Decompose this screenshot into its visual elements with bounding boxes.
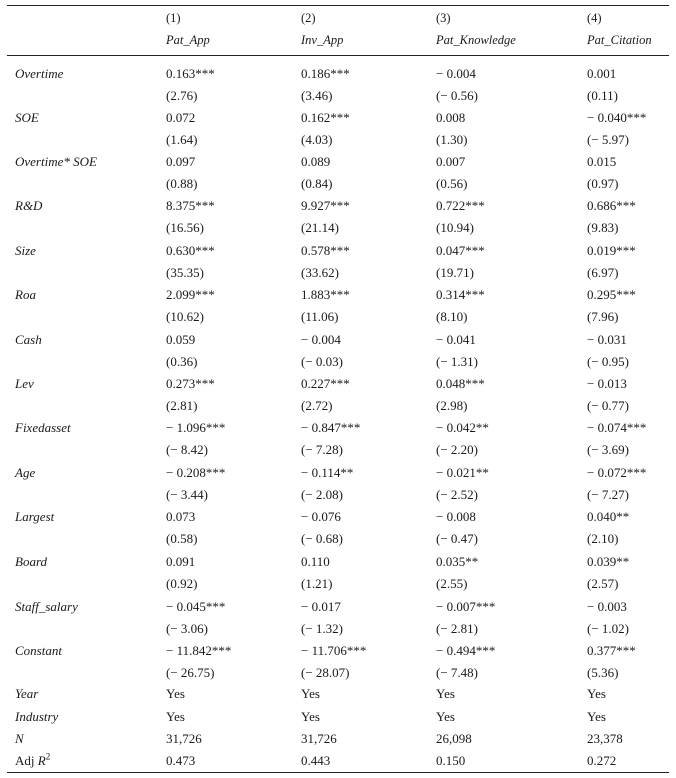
column-3-name: Pat_Knowledge [436, 33, 516, 47]
coef-cell: 0.059 [166, 332, 196, 347]
tstat-cell: (2.10) [587, 531, 619, 546]
tstat-cell: (0.56) [436, 176, 468, 191]
tstat-cell: (− 5.97) [587, 132, 629, 147]
column-4-name: Pat_Citation [587, 33, 652, 47]
row-label-constant: Constant [15, 643, 62, 658]
coef-cell: − 0.013 [587, 376, 627, 391]
footer-cell: Yes [166, 709, 185, 724]
coef-cell: − 0.076 [301, 509, 341, 524]
coef-cell: − 0.008 [436, 509, 476, 524]
table-bottom-rule [7, 772, 669, 773]
row-label-roa: Roa [15, 287, 36, 302]
coef-cell: 0.686*** [587, 198, 636, 213]
coef-cell: 0.040** [587, 509, 630, 524]
coef-cell: − 0.003 [587, 599, 627, 614]
coef-cell: − 0.494*** [436, 643, 496, 658]
tstat-cell: (− 7.48) [436, 665, 478, 680]
tstat-cell: (− 26.75) [166, 665, 215, 680]
column-1-number: (1) [166, 11, 181, 25]
column-2-number: (2) [301, 11, 316, 25]
row-label-overtime-soe: Overtime* SOE [15, 154, 97, 169]
coef-cell: − 0.004 [301, 332, 341, 347]
coef-cell: − 11.706*** [301, 643, 367, 658]
coef-cell: 0.273*** [166, 376, 215, 391]
tstat-cell: (8.10) [436, 309, 468, 324]
footer-cell: 31,726 [301, 731, 337, 746]
coef-cell: 0.007 [436, 154, 466, 169]
footer-cell: Yes [436, 709, 455, 724]
tstat-cell: (4.03) [301, 132, 333, 147]
coef-cell: − 0.045*** [166, 599, 226, 614]
row-label-lev: Lev [15, 376, 34, 391]
row-label-n: N [15, 731, 24, 746]
row-label-fixedasset: Fixedasset [15, 420, 71, 435]
coef-cell: − 0.042** [436, 420, 489, 435]
coef-cell: − 0.007*** [436, 599, 496, 614]
coef-cell: 0.722*** [436, 198, 485, 213]
row-label-rd: R&D [15, 198, 43, 213]
tstat-cell: (0.92) [166, 576, 198, 591]
footer-cell: Yes [436, 686, 455, 701]
coef-cell: − 1.096*** [166, 420, 226, 435]
tstat-cell: (7.96) [587, 309, 619, 324]
coef-cell: 0.630*** [166, 243, 215, 258]
coef-cell: 0.073 [166, 509, 196, 524]
coef-cell: 0.091 [166, 554, 196, 569]
coef-cell: 0.048*** [436, 376, 485, 391]
tstat-cell: (1.64) [166, 132, 198, 147]
row-label-year: Year [15, 686, 39, 701]
tstat-cell: (2.55) [436, 576, 468, 591]
row-label-size: Size [15, 243, 36, 258]
coef-cell: 0.097 [166, 154, 196, 169]
tstat-cell: (0.84) [301, 176, 333, 191]
coef-cell: 2.099*** [166, 287, 215, 302]
tstat-cell: (35.35) [166, 265, 204, 280]
tstat-cell: (2.81) [166, 398, 198, 413]
coef-cell: − 0.114** [301, 465, 354, 480]
footer-cell: Yes [587, 686, 606, 701]
coef-cell: − 0.208*** [166, 465, 226, 480]
column-4-number: (4) [587, 11, 602, 25]
tstat-cell: (19.71) [436, 265, 474, 280]
coef-cell: 0.110 [301, 554, 330, 569]
coef-cell: 0.008 [436, 110, 466, 125]
tstat-cell: (5.36) [587, 665, 619, 680]
coef-cell: 0.015 [587, 154, 617, 169]
coef-cell: 0.035** [436, 554, 479, 569]
adj-r2-symbol: R [37, 753, 46, 768]
tstat-cell: (3.46) [301, 88, 333, 103]
adj-r2-prefix: Adj [15, 753, 38, 768]
coef-cell: 0.163*** [166, 66, 215, 81]
column-2-name: Inv_App [301, 33, 344, 47]
tstat-cell: (33.62) [301, 265, 339, 280]
tstat-cell: (1.21) [301, 576, 333, 591]
tstat-cell: (− 2.08) [301, 487, 343, 502]
tstat-cell: (− 3.44) [166, 487, 208, 502]
tstat-cell: (− 3.06) [166, 621, 208, 636]
row-label-soe: SOE [15, 110, 39, 125]
footer-cell: Yes [301, 709, 320, 724]
row-label-board: Board [15, 554, 48, 569]
tstat-cell: (0.58) [166, 531, 198, 546]
footer-cell: 0.443 [301, 753, 331, 768]
tstat-cell: (− 0.47) [436, 531, 478, 546]
tstat-cell: (− 2.20) [436, 442, 478, 457]
tstat-cell: (− 1.02) [587, 621, 629, 636]
tstat-cell: (− 0.56) [436, 88, 478, 103]
tstat-cell: (2.72) [301, 398, 333, 413]
tstat-cell: (2.98) [436, 398, 468, 413]
tstat-cell: (0.11) [587, 88, 618, 103]
coef-cell: − 0.074*** [587, 420, 647, 435]
tstat-cell: (10.94) [436, 220, 474, 235]
coef-cell: 0.295*** [587, 287, 636, 302]
tstat-cell: (− 1.31) [436, 354, 478, 369]
tstat-cell: (16.56) [166, 220, 204, 235]
coef-cell: − 0.847*** [301, 420, 361, 435]
coef-cell: − 0.040*** [587, 110, 647, 125]
tstat-cell: (− 28.07) [301, 665, 350, 680]
coef-cell: − 0.072*** [587, 465, 647, 480]
footer-cell: 23,378 [587, 731, 623, 746]
tstat-cell: (0.36) [166, 354, 198, 369]
row-label-age: Age [15, 465, 36, 480]
row-label-staff-salary: Staff_salary [15, 599, 78, 614]
coef-cell: − 0.041 [436, 332, 476, 347]
tstat-cell: (− 7.27) [587, 487, 629, 502]
tstat-cell: (21.14) [301, 220, 339, 235]
row-label-industry: Industry [15, 709, 59, 724]
coef-cell: 0.186*** [301, 66, 350, 81]
row-label-adj-r2 [15, 753, 50, 769]
coef-cell: 0.039** [587, 554, 630, 569]
adj-r2-exponent: 2 [45, 751, 51, 762]
tstat-cell: (− 2.52) [436, 487, 478, 502]
footer-cell: 31,726 [166, 731, 202, 746]
coef-cell: 9.927*** [301, 198, 350, 213]
tstat-cell: (10.62) [166, 309, 204, 324]
coef-cell: 0.578*** [301, 243, 350, 258]
footer-cell: 0.150 [436, 753, 466, 768]
tstat-cell: (− 2.81) [436, 621, 478, 636]
coef-cell: 0.001 [587, 66, 617, 81]
coef-cell: 8.375*** [166, 198, 215, 213]
column-1-name: Pat_App [166, 33, 210, 47]
footer-cell: 0.272 [587, 753, 617, 768]
row-label-overtime: Overtime [15, 66, 64, 81]
coef-cell: 0.047*** [436, 243, 485, 258]
footer-cell: Yes [587, 709, 606, 724]
row-label-largest: Largest [15, 509, 55, 524]
tstat-cell: (2.76) [166, 88, 198, 103]
coef-cell: 0.162*** [301, 110, 350, 125]
coef-cell: 0.019*** [587, 243, 636, 258]
coef-cell: 0.377*** [587, 643, 636, 658]
row-label-cash: Cash [15, 332, 42, 347]
column-3-number: (3) [436, 11, 451, 25]
tstat-cell: (− 0.77) [587, 398, 629, 413]
tstat-cell: (− 1.32) [301, 621, 343, 636]
table-header-rule [7, 55, 669, 56]
tstat-cell: (− 0.68) [301, 531, 343, 546]
coef-cell: − 0.017 [301, 599, 341, 614]
tstat-cell: (9.83) [587, 220, 619, 235]
coef-cell: − 11.842*** [166, 643, 232, 658]
tstat-cell: (− 8.42) [166, 442, 208, 457]
footer-cell: Yes [166, 686, 185, 701]
footer-cell: Yes [301, 686, 320, 701]
coef-cell: − 0.031 [587, 332, 627, 347]
tstat-cell: (− 0.95) [587, 354, 629, 369]
coef-cell: 0.314*** [436, 287, 485, 302]
coef-cell: 0.227*** [301, 376, 350, 391]
tstat-cell: (0.88) [166, 176, 198, 191]
tstat-cell: (6.97) [587, 265, 619, 280]
tstat-cell: (1.30) [436, 132, 468, 147]
tstat-cell: (2.57) [587, 576, 619, 591]
table-top-rule [7, 5, 669, 6]
footer-cell: 26,098 [436, 731, 472, 746]
coef-cell: − 0.021** [436, 465, 489, 480]
tstat-cell: (− 3.69) [587, 442, 629, 457]
tstat-cell: (0.97) [587, 176, 619, 191]
footer-cell: 0.473 [166, 753, 196, 768]
tstat-cell: (11.06) [301, 309, 339, 324]
coef-cell: 0.089 [301, 154, 331, 169]
tstat-cell: (− 7.28) [301, 442, 343, 457]
coef-cell: − 0.004 [436, 66, 476, 81]
coef-cell: 1.883*** [301, 287, 350, 302]
tstat-cell: (− 0.03) [301, 354, 343, 369]
coef-cell: 0.072 [166, 110, 196, 125]
